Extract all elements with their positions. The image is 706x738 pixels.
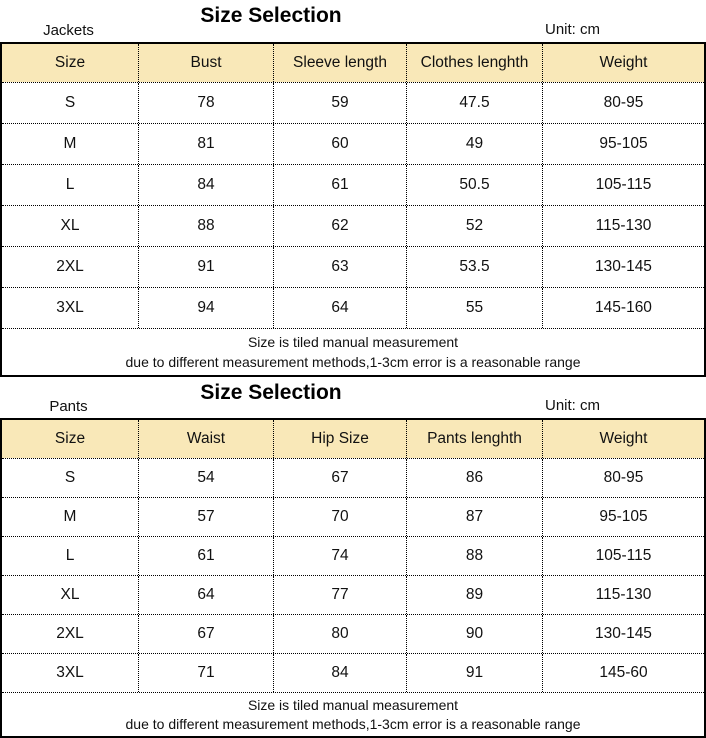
header-row	[2, 420, 704, 458]
table-cell: M	[2, 498, 139, 536]
column-header: Waist	[139, 420, 274, 458]
table-cell: 105-115	[595, 176, 652, 193]
table-cell: L	[2, 165, 139, 205]
column-header: Clothes lenghth	[407, 44, 543, 82]
table-cell: 115-130	[595, 586, 652, 603]
category-label: Pants	[49, 398, 88, 415]
table-cell: 67	[139, 615, 274, 653]
table-cell: 3XL	[2, 654, 139, 692]
table-cell: 90	[407, 615, 543, 653]
table-body	[2, 458, 704, 692]
table-cell: 77	[274, 576, 407, 614]
table-cell: 63	[274, 247, 407, 287]
chart-title: Size Selection	[200, 381, 342, 404]
table-row	[2, 458, 704, 497]
table-cell: 67	[274, 459, 407, 497]
note-line: Size is tiled manual measurement	[247, 697, 459, 714]
table-cell: 84	[139, 165, 274, 205]
table-cell: 2XL	[2, 615, 139, 653]
table-cell: 130-145	[595, 258, 652, 275]
jackets-size-table	[0, 42, 706, 377]
pants-size-chart	[0, 377, 706, 738]
table-cell: 55	[407, 288, 543, 328]
table-cell: 70	[274, 498, 407, 536]
pants-size-table	[0, 418, 706, 738]
table-cell: 74	[274, 537, 407, 575]
note-line: due to different measurement methods,1-3cm error is a reasonable range	[125, 715, 581, 732]
table-cell: 54	[139, 459, 274, 497]
column-header: Weight	[599, 54, 648, 71]
table-cell: 71	[139, 654, 274, 692]
table-cell: 84	[274, 654, 407, 692]
table-cell: 61	[274, 165, 407, 205]
table-cell: 61	[139, 537, 274, 575]
unit-label: Unit: cm	[545, 397, 601, 414]
column-header: Pants lenghth	[407, 420, 543, 458]
table-cell: 89	[407, 576, 543, 614]
table-cell: 115-130	[595, 217, 652, 234]
table-row	[2, 653, 704, 692]
table-cell: S	[2, 83, 139, 123]
table-cell: 64	[139, 576, 274, 614]
table-cell: 64	[274, 288, 407, 328]
column-header: Size	[2, 44, 139, 82]
table-cell: 130-145	[595, 625, 652, 642]
table-cell: 80-95	[603, 469, 644, 486]
note-line: Size is tiled manual measurement	[247, 334, 459, 351]
jackets-title-row	[0, 0, 706, 42]
table-cell: 88	[407, 537, 543, 575]
table-row	[2, 536, 704, 575]
table-cell: 52	[407, 206, 543, 246]
table-cell: 105-115	[595, 547, 652, 564]
header-row	[2, 44, 704, 82]
table-cell: XL	[2, 576, 139, 614]
note-line: due to different measurement methods,1-3cm error is a reasonable range	[125, 353, 581, 370]
table-cell: 50.5	[407, 165, 543, 205]
table-row	[2, 246, 704, 287]
table-cell: 80-95	[603, 94, 644, 111]
table-cell: 95-105	[599, 508, 648, 525]
table-cell: 94	[139, 288, 274, 328]
table-cell: 87	[407, 498, 543, 536]
table-cell: 2XL	[2, 247, 139, 287]
table-row	[2, 614, 704, 653]
table-cell: 78	[139, 83, 274, 123]
table-cell: 47.5	[407, 83, 543, 123]
table-cell: 57	[139, 498, 274, 536]
chart-title: Size Selection	[200, 4, 342, 27]
table-cell: 86	[407, 459, 543, 497]
table-row	[2, 205, 704, 246]
unit-label: Unit: cm	[545, 21, 601, 38]
table-cell: 49	[407, 124, 543, 164]
table-cell: 59	[274, 83, 407, 123]
table-cell: M	[2, 124, 139, 164]
table-cell: 81	[139, 124, 274, 164]
pants-title-row	[0, 377, 706, 418]
table-cell: S	[2, 459, 139, 497]
table-row	[2, 123, 704, 164]
table-cell: 62	[274, 206, 407, 246]
column-header: Hip Size	[274, 420, 407, 458]
table-cell: 53.5	[407, 247, 543, 287]
table-cell: 145-60	[599, 664, 648, 681]
table-cell: 88	[139, 206, 274, 246]
table-body	[2, 82, 704, 328]
table-notes	[2, 328, 704, 375]
column-header: Size	[2, 420, 139, 458]
column-header: Sleeve length	[274, 44, 407, 82]
table-cell: 95-105	[599, 135, 648, 152]
table-row	[2, 575, 704, 614]
table-cell: 91	[407, 654, 543, 692]
table-row	[2, 287, 704, 328]
table-cell: L	[2, 537, 139, 575]
table-cell: 145-160	[595, 299, 652, 316]
table-cell: 3XL	[2, 288, 139, 328]
table-row	[2, 497, 704, 536]
column-header: Weight	[599, 430, 648, 447]
table-notes	[2, 692, 704, 736]
table-row	[2, 82, 704, 123]
table-row	[2, 164, 704, 205]
column-header: Bust	[139, 44, 274, 82]
table-cell: 91	[139, 247, 274, 287]
table-cell: 60	[274, 124, 407, 164]
category-label: Jackets	[43, 22, 94, 39]
table-cell: XL	[2, 206, 139, 246]
table-cell: 80	[274, 615, 407, 653]
